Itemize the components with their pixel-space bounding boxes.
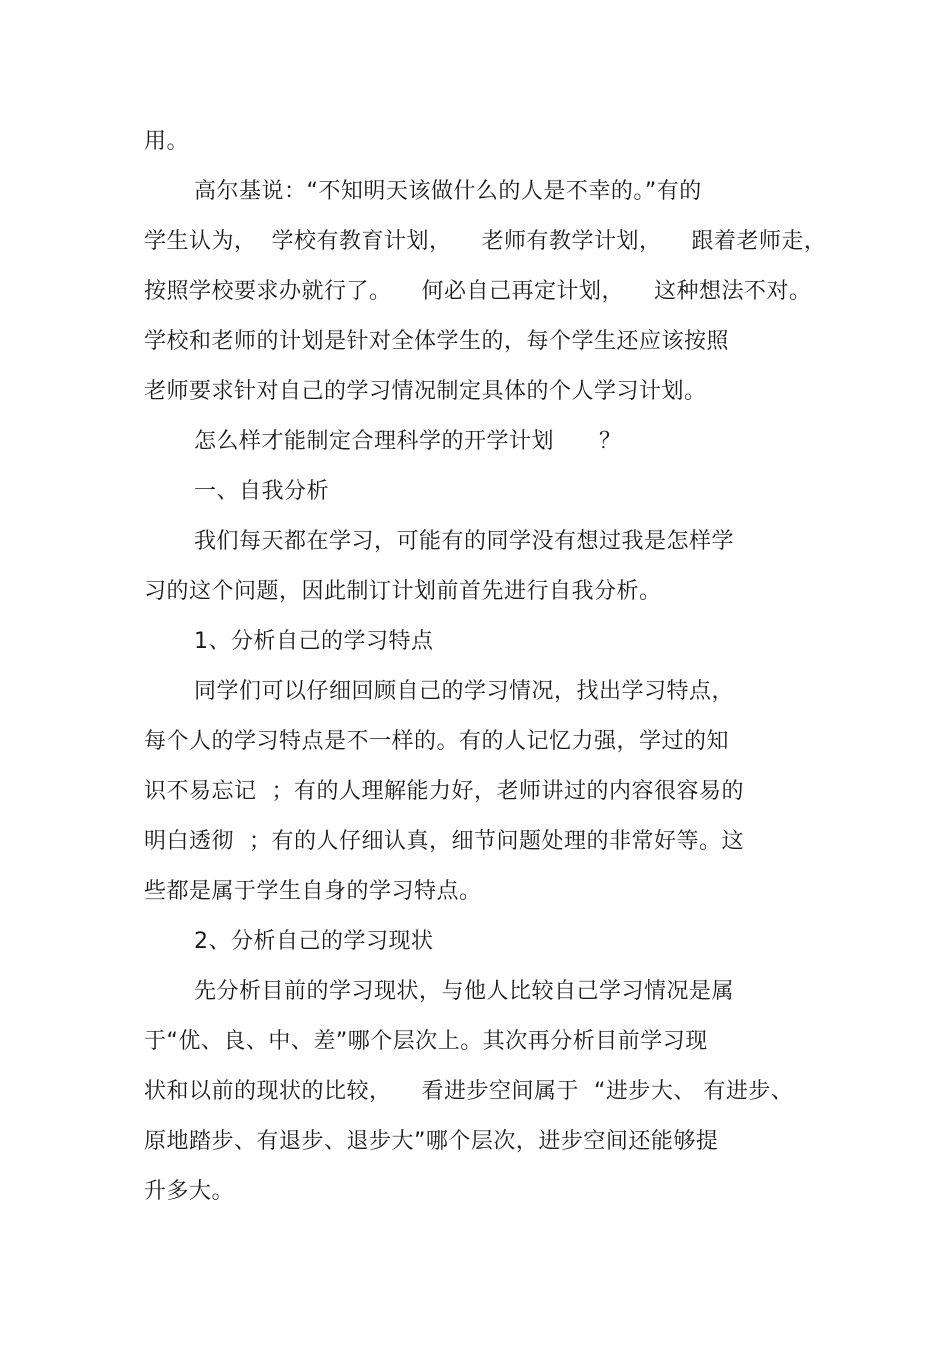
text-line: 学校和老师的计划是针对全体学生的，每个学生还应该按照 xyxy=(144,329,730,354)
text-line: 每个人的学习特点是不一样的。有的人记忆力强，学过的知 xyxy=(144,729,730,754)
text-line: 于“优、良、中、差”哪个层次上。其次再分析目前学习现 xyxy=(144,1029,708,1054)
text-line: 状和以前的现状的比较， 看进步空间属于 “进步大、 有进步、 xyxy=(144,1079,794,1104)
text-line: 高尔基说：“不知明天该做什么的人是不幸的。”有的 xyxy=(194,179,702,204)
text-line: 我们每天都在学习，可能有的同学没有想过我是怎样学 xyxy=(194,529,735,554)
text-line: 先分析目前的学习现状，与他人比较自己学习情况是属 xyxy=(194,979,735,1004)
text-line: 明白透彻 ；有的人仔细认真，细节问题处理的非常好等。这 xyxy=(144,829,744,854)
text-line: 些都是属于学生自身的学习特点。 xyxy=(144,879,482,904)
subsection-heading: 2、分析自己的学习现状 xyxy=(194,929,434,954)
text-line: 习的这个问题，因此制订计划前首先进行自我分析。 xyxy=(144,579,662,604)
text-line: 升多大。 xyxy=(144,1179,235,1204)
text-line: 怎么样才能制定合理科学的开学计划 ？ xyxy=(194,429,622,454)
text-line: 老师要求针对自己的学习情况制定具体的个人学习计划。 xyxy=(144,379,707,404)
text-line: 按照学校要求办就行了。 何必自己再定计划， 这种想法不对。 xyxy=(144,279,812,304)
text-line: 用。 xyxy=(144,129,190,154)
subsection-heading: 1、分析自己的学习特点 xyxy=(194,629,434,654)
text-line: 识不易忘记 ；有的人理解能力好，老师讲过的内容很容易的 xyxy=(144,779,744,804)
section-heading: 一、自我分析 xyxy=(194,479,330,504)
text-line: 学生认为， 学校有教育计划， 老师有教学计划， 跟着老师走， xyxy=(144,229,827,254)
text-line: 原地踏步、有退步、退步大”哪个层次，进步空间还能够提 xyxy=(144,1129,719,1154)
text-line: 同学们可以仔细回顾自己的学习情况，找出学习特点， xyxy=(194,679,735,704)
